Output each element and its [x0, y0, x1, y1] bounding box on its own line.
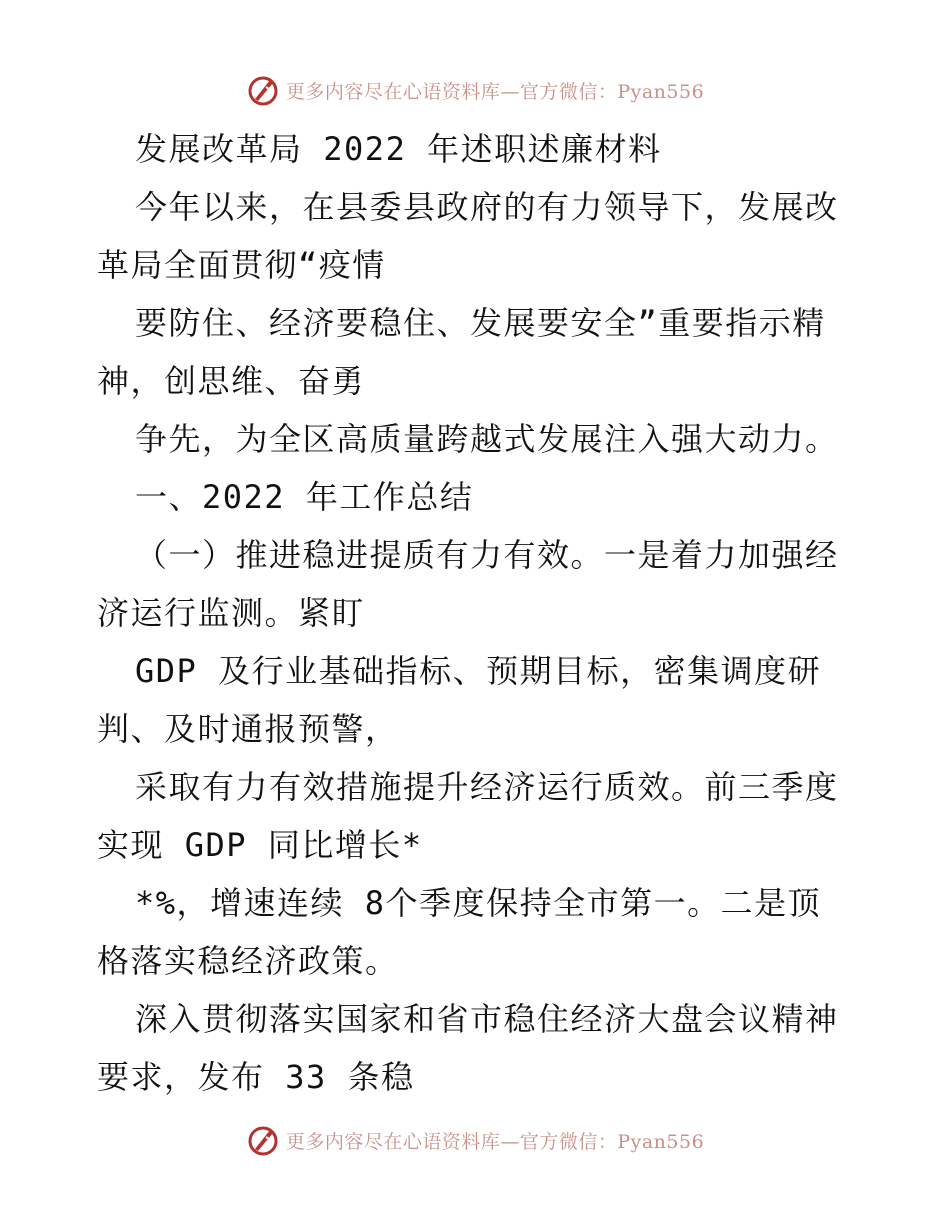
paragraph-line: 革局全面贯彻“疫情 [97, 246, 386, 284]
paragraph-line: 今年以来，在县委县政府的有力领导下，发展改 [135, 188, 839, 226]
paragraph-line: 济运行监测。紧盯 [97, 594, 366, 632]
paragraph-line: 实现 GDP 同比增长* [97, 826, 423, 864]
document-body [97, 120, 857, 1106]
quill-logo-icon [246, 73, 280, 107]
paragraph-line: 格落实稳经济政策。 [97, 942, 399, 980]
paragraph-line: 争先，为全区高质量跨越式发展注入强大动力。 [135, 420, 839, 458]
header-watermark [0, 70, 950, 110]
paragraph-line: 采取有力有效措施提升经济运行质效。前三季度 [135, 768, 839, 806]
paragraph-line: 要求，发布 33 条稳 [97, 1058, 415, 1096]
paragraph-line: *%，增速连续 8个季度保持全市第一。二是顶 [135, 884, 822, 922]
quill-logo-icon [246, 1123, 280, 1157]
footer-watermark [0, 1120, 950, 1160]
watermark-text: 更多内容尽在心语资料库—官方微信：Pyan556 [285, 80, 705, 103]
paragraph-line: （一）推进稳进提质有力有效。一是着力加强经 [135, 536, 839, 574]
paragraph-line: 要防住、经济要稳住、发展要安全”重要指示精 [135, 304, 826, 342]
watermark-text: 更多内容尽在心语资料库—官方微信：Pyan556 [285, 1130, 705, 1153]
paragraph-line: 深入贯彻落实国家和省市稳住经济大盘会议精神 [135, 1000, 839, 1038]
paragraph-line: 神，创思维、奋勇 [97, 362, 366, 400]
paragraph-line: GDP 及行业基础指标、预期目标，密集调度研 [135, 652, 822, 690]
section-heading: 一、2022 年工作总结 [135, 478, 474, 516]
document-title: 发展改革局 2022 年述职述廉材料 [135, 130, 662, 168]
paragraph-line: 判、及时通报预警， [97, 710, 399, 748]
